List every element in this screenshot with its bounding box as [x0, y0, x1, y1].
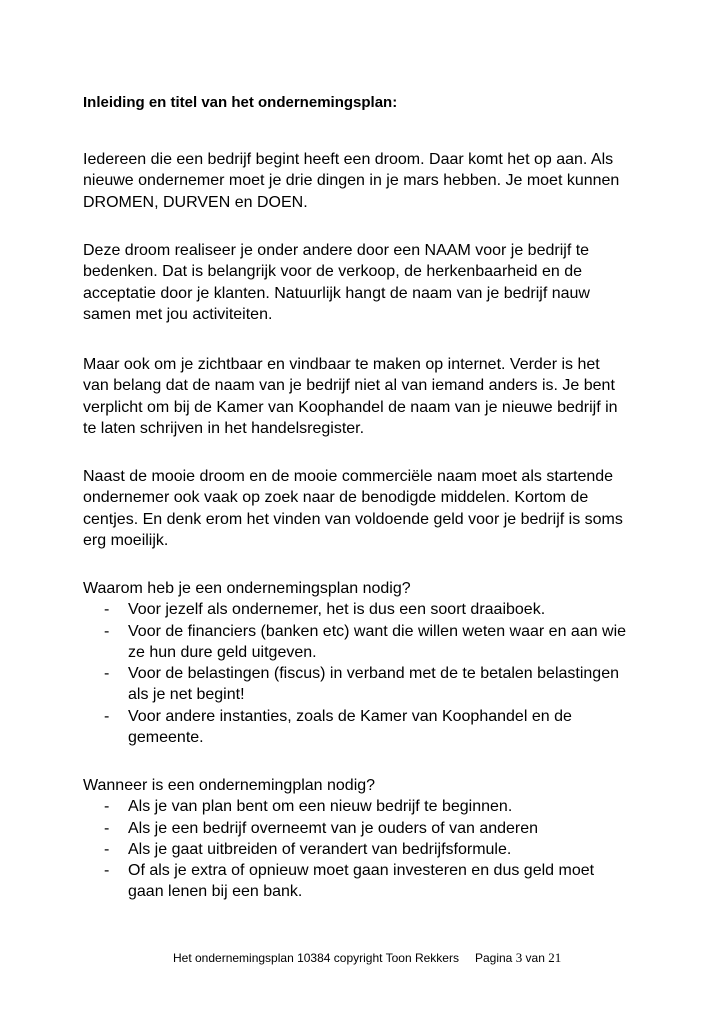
bullet-dash: -	[104, 862, 110, 880]
bullet-dash: -	[104, 840, 110, 858]
text-line: Als je van plan bent om een nieuw bedrijf te beginnen.	[128, 798, 513, 816]
text-line: Voor andere instanties, zoals de Kamer van Koophandel en de	[128, 707, 572, 725]
text-line: samen met jou activiteiten.	[83, 305, 273, 323]
text-line: Voor jezelf als ondernemer, het is dus een soort draaiboek.	[128, 601, 546, 619]
text-line: te laten schrijven in het handelsregister.	[83, 419, 365, 437]
why-list	[83, 578, 683, 748]
list-intro: Wanneer is een ondernemingplan nodig?	[83, 777, 376, 794]
text-line: gaan lenen bij een bank.	[128, 883, 303, 901]
text-line: nieuwe ondernemer moet je drie dingen in je mars hebben. Je moet kunnen	[83, 172, 620, 190]
paragraph-internet	[83, 354, 683, 439]
text-line: DROMEN, DURVEN en DOEN.	[83, 193, 308, 211]
list-item	[83, 796, 683, 817]
bullet-dash: -	[104, 819, 110, 837]
text-line: Deze droom realiseer je onder andere door een NAAM voor je bedrijf te	[83, 242, 590, 259]
paragraph-funding	[83, 466, 683, 551]
text-line: Maar ook om je zichtbaar en vindbaar te maken op internet. Verder is het	[83, 356, 600, 373]
text-line: centjes. En denk erom het vinden van voldoende geld voor je bedrijf is soms	[83, 510, 623, 528]
text-line: van belang dat de naam van je bedrijf niet al van iemand anders is. Je bent	[83, 377, 615, 395]
list-item	[83, 599, 683, 620]
text-line: acceptatie door je klanten. Natuurlijk hangt de naam van je bedrijf nauw	[83, 284, 590, 302]
text-line: als je net begint!	[128, 686, 245, 704]
list-item	[83, 839, 683, 860]
text-line: Naast de mooie droom en de mooie commerciële naam moet als startende	[83, 468, 614, 485]
text-line: Als je een bedrijf overneemt van je ouders of van anderen	[128, 819, 539, 837]
bullet-dash: -	[104, 601, 110, 619]
text-line: Als je gaat uitbreiden of verandert van bedrijfsformule.	[128, 840, 512, 858]
text-line: ondernemer ook vaak op zoek naar de benodigde middelen. Kortom de	[83, 489, 589, 507]
text-line: verplicht om bij de Kamer van Koophandel de naam van je nieuwe bedrijf in	[83, 398, 618, 416]
of-label: van	[525, 951, 545, 965]
text-line: erg moeilijk.	[83, 531, 169, 549]
bullet-dash: -	[104, 622, 110, 640]
paragraph-dream	[83, 149, 683, 213]
list-item	[83, 663, 683, 706]
bullet-dash: -	[104, 665, 110, 683]
page-footer	[173, 950, 561, 966]
page-label: Pagina	[474, 951, 513, 965]
page-number: 3	[515, 950, 523, 965]
list-item	[83, 621, 683, 664]
total-pages: 21	[548, 950, 562, 965]
text-line: Voor de financiers (banken etc) want die willen weten waar en aan wie	[128, 622, 627, 640]
bullet-dash: -	[104, 798, 110, 816]
footer-title: Het ondernemingsplan 10384 copyright Toon Rekkers	[173, 951, 459, 965]
text-line: Iedereen die een bedrijf begint heeft een droom. Daar komt het op aan. Als	[83, 151, 614, 168]
text-line: bedenken. Dat is belangrijk voor de verkoop, de herkenbaarheid en de	[83, 263, 582, 281]
text-line: Of als je extra of opnieuw moet gaan investeren en dus geld moet	[128, 862, 595, 880]
text-line: gemeente.	[128, 729, 204, 747]
list-item	[83, 860, 683, 903]
section-heading: Inleiding en titel van het ondernemingsplan:	[83, 94, 398, 111]
list-intro: Waarom heb je een ondernemingsplan nodig?	[83, 580, 411, 597]
bullet-dash: -	[104, 707, 110, 725]
when-list	[83, 775, 683, 903]
paragraph-name	[83, 240, 683, 325]
list-item	[83, 818, 683, 839]
text-line: Voor de belastingen (fiscus) in verband met de te betalen belastingen	[128, 665, 619, 683]
text-line: ze hun dure geld uitgeven.	[128, 643, 317, 661]
list-item	[83, 706, 683, 749]
